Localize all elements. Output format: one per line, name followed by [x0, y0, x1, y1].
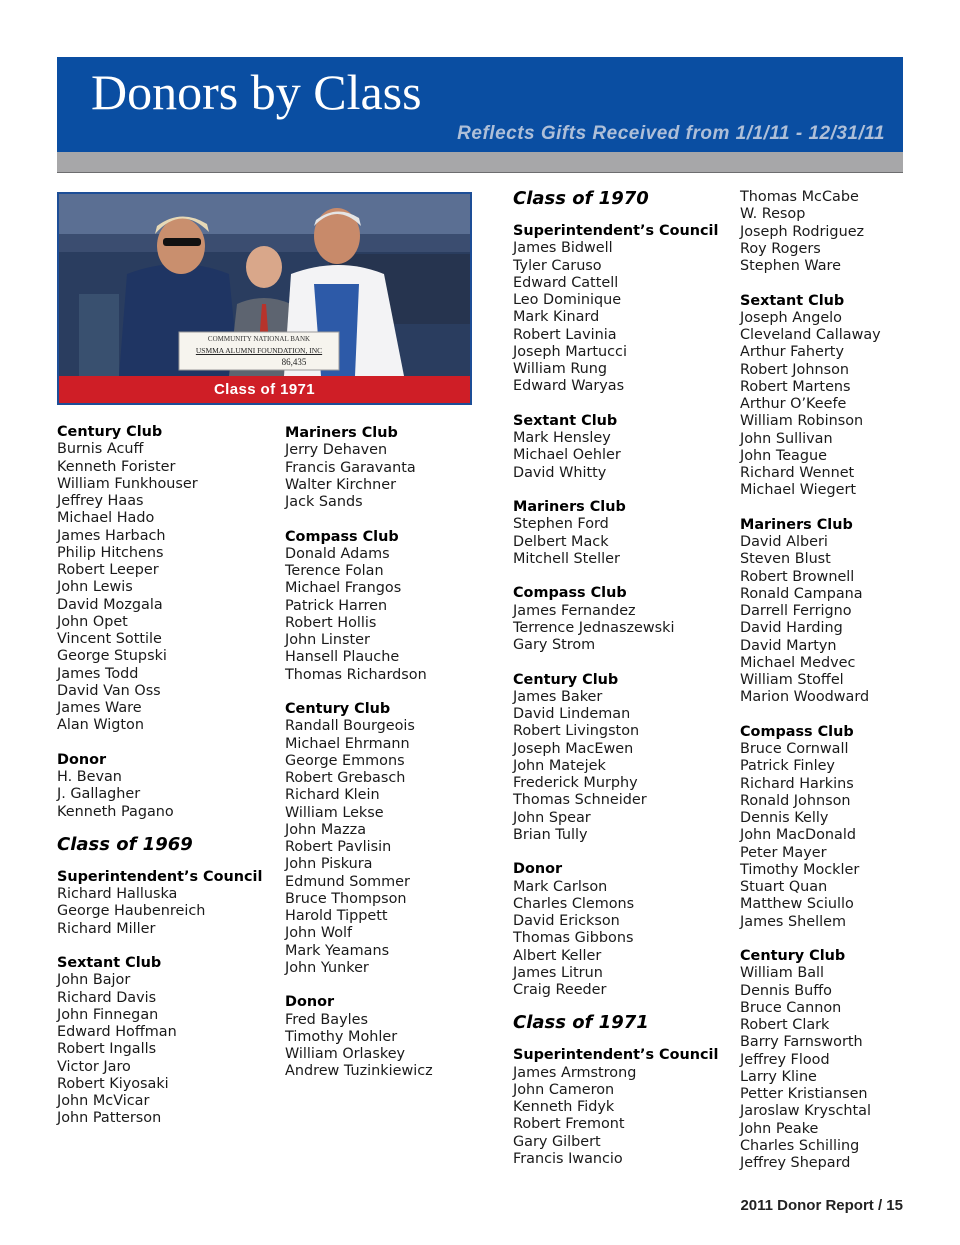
donor-name: William Ball: [740, 965, 825, 982]
donor-name: Michael Frangos: [285, 580, 402, 597]
donor-name: Richard Davis: [57, 989, 157, 1006]
donor-name: John Linster: [285, 632, 370, 648]
class-spacer: [57, 821, 282, 833]
donor-name: Robert Ingalls: [57, 1041, 157, 1058]
donor-name: John Opet: [57, 613, 128, 630]
donor-name: Francis Garavanta: [285, 459, 416, 476]
donor-name: Stuart Quan: [740, 879, 828, 895]
header-banner: [57, 57, 903, 152]
donor-name: Robert Martens: [740, 378, 851, 395]
section-spacer: [57, 938, 282, 955]
donor-name: Thomas Richardson: [285, 666, 427, 683]
donor-name: Barry Farnsworth: [740, 1034, 863, 1051]
giving-club-heading: Superintendent’s Council: [57, 868, 263, 885]
check-payee-text: USMMA ALUMNI FOUNDATION, INC: [195, 346, 323, 355]
donor-name: John Mazza: [285, 821, 367, 838]
giving-club-heading: Compass Club: [513, 585, 627, 602]
donor-name: Timothy Mockler: [740, 861, 860, 878]
donor-name: John Cameron: [513, 1081, 615, 1098]
donor-name: George Stupski: [57, 648, 167, 665]
donor-name: John MacDonald: [740, 827, 856, 844]
giving-club-heading: Mariners Club: [285, 425, 398, 441]
donor-name: Timothy Mohler: [285, 1028, 398, 1045]
donor-name: John Yunker: [285, 959, 369, 976]
donor-name: Ronald Johnson: [740, 792, 851, 809]
class-spacer: [513, 999, 738, 1011]
donor-name: James Fernandez: [513, 602, 636, 619]
donor-name: Albert Keller: [513, 947, 602, 964]
donor-name: Michael Wiegert: [740, 482, 857, 499]
class-year-heading: Class of 1971: [513, 1012, 649, 1034]
donor-name: Delbert Mack: [513, 533, 609, 550]
donor-name: J. Gallagher: [57, 786, 141, 803]
donor-name: Larry Kline: [740, 1068, 817, 1085]
donor-column-4: [740, 189, 960, 1172]
donor-name: Darrell Ferrigno: [740, 603, 852, 619]
page-subtitle: Reflects Gifts Received from 1/1/11 - 12/31/11: [457, 123, 885, 144]
donor-name: Dennis Kelly: [740, 810, 829, 826]
section-spacer: [740, 931, 960, 948]
donor-name: Randall Bourgeois: [285, 718, 415, 735]
donor-name: Michael Hado: [57, 510, 155, 527]
giving-club-heading: Century Club: [285, 701, 391, 717]
donor-name: Joseph Rodriguez: [740, 223, 865, 240]
donor-name: Robert Fremont: [513, 1116, 625, 1133]
donor-name: David Mozgala: [57, 596, 163, 613]
donor-name: Cleveland Callaway: [740, 327, 881, 343]
donor-name: Jeffrey Haas: [57, 493, 144, 509]
class-year-heading: Class of 1970: [513, 188, 649, 209]
donor-name: Marion Woodward: [740, 689, 870, 706]
donor-name: Tyler Caruso: [513, 257, 602, 274]
donor-name: Harold Tippett: [285, 908, 388, 924]
donor-name: James Baker: [513, 688, 603, 705]
donor-name: John Teague: [740, 447, 827, 464]
donor-name: Edward Hoffman: [57, 1024, 177, 1040]
section-spacer: [57, 735, 282, 752]
donor-name: W. Resop: [740, 206, 806, 223]
donor-name: John Bajor: [57, 972, 131, 989]
section-spacer: [513, 482, 738, 499]
section-spacer: [740, 707, 960, 724]
section-spacer: [513, 396, 738, 413]
donor-name: Robert Kiyosaki: [57, 1075, 169, 1092]
donor-name: John Lewis: [57, 579, 133, 596]
donor-name: Kenneth Forister: [57, 458, 176, 475]
donor-column-1: [57, 424, 282, 1128]
donor-name: Charles Clemons: [513, 895, 635, 912]
donor-name: Gary Gilbert: [513, 1133, 601, 1150]
donor-column-3: [513, 187, 738, 1168]
donor-name: Mark Yeamans: [285, 942, 390, 959]
donor-name: William Robinson: [740, 413, 864, 430]
donor-name: David Van Oss: [57, 682, 161, 699]
donor-name: Jack Sands: [285, 494, 363, 510]
class-spacer: [513, 211, 738, 223]
donor-name: Robert Hollis: [285, 614, 377, 631]
donor-name: Robert Grebasch: [285, 770, 406, 786]
giving-club-heading: Century Club: [57, 424, 163, 440]
donor-name: Gary Strom: [513, 637, 596, 653]
donor-name: Arthur Faherty: [740, 344, 844, 361]
donor-name: John Spear: [513, 809, 591, 826]
donor-name: Bruce Cornwall: [740, 741, 849, 757]
donor-name: Robert Leeper: [57, 562, 159, 578]
donor-name: Jeffrey Shepard: [740, 1155, 851, 1171]
giving-club-heading: Compass Club: [285, 528, 399, 545]
donor-name: James Armstrong: [513, 1064, 637, 1081]
donor-name: Mark Carlson: [513, 878, 608, 895]
donor-name: Mitchell Steller: [513, 550, 620, 567]
donor-name: Edmund Sommer: [285, 873, 410, 890]
giving-club-heading: Mariners Club: [513, 499, 626, 515]
donor-name: James Ware: [57, 700, 142, 716]
donor-name: Robert Livingston: [513, 723, 640, 740]
donor-name: John Patterson: [57, 1110, 162, 1127]
header-divider-bar: [57, 152, 903, 173]
donor-column-2: [285, 425, 510, 1081]
donor-name: Mark Kinard: [513, 309, 600, 326]
section-spacer: [740, 500, 960, 517]
donor-name: Steven Blust: [740, 551, 831, 568]
donor-name: Patrick Finley: [740, 758, 835, 775]
donor-name: Richard Harkins: [740, 775, 854, 792]
giving-club-heading: Sextant Club: [740, 292, 845, 309]
section-spacer: [513, 568, 738, 585]
donor-name: Ronald Campana: [740, 585, 863, 602]
giving-club-heading: Donor: [513, 861, 563, 878]
donor-name: James Litrun: [513, 964, 603, 981]
donor-name: Kenneth Fidyk: [513, 1099, 615, 1115]
donor-name: Edward Cattell: [513, 274, 619, 291]
donor-name: Walter Kirchner: [285, 476, 397, 493]
donor-name: Joseph Angelo: [740, 309, 842, 326]
donor-name: William Stoffel: [740, 672, 844, 688]
donor-name: Richard Klein: [285, 787, 380, 804]
donor-name: Craig Reeder: [513, 982, 607, 998]
donor-name: William Orlaskey: [285, 1046, 406, 1062]
donor-name: John Sullivan: [740, 430, 833, 447]
check-amount-text: 86,435: [281, 357, 307, 367]
photo-caption: Class of 1971: [59, 376, 470, 403]
donor-name: Thomas McCabe: [740, 189, 859, 205]
donor-name: Richard Miller: [57, 920, 156, 937]
donor-name: Roy Rogers: [740, 240, 821, 257]
class-photo: [57, 192, 472, 405]
donor-name: David Martyn: [740, 637, 837, 654]
donor-name: Michael Ehrmann: [285, 735, 410, 752]
donor-name: Edward Waryas: [513, 378, 625, 395]
donor-name: John Piskura: [285, 856, 373, 873]
donor-name: Arthur O’Keefe: [740, 396, 847, 412]
donor-name: Petter Kristiansen: [740, 1086, 868, 1102]
donor-name: Frederick Murphy: [513, 775, 638, 791]
donor-name: Hansell Plauche: [285, 649, 400, 666]
giving-club-heading: Sextant Club: [513, 412, 618, 429]
donor-name: William Lekse: [285, 804, 384, 821]
class-year-heading: Class of 1969: [57, 833, 193, 855]
donor-name: George Haubenreich: [57, 903, 206, 920]
donor-name: Kenneth Pagano: [57, 803, 174, 820]
donor-name: Leo Dominique: [513, 292, 622, 308]
donor-name: Philip Hitchens: [57, 544, 164, 561]
donor-name: Robert Clark: [740, 1017, 830, 1033]
giving-club-heading: Compass Club: [740, 723, 854, 740]
giving-club-heading: Donor: [285, 994, 335, 1011]
donor-name: David Erickson: [513, 913, 620, 929]
donor-name: Victor Jaro: [57, 1058, 131, 1075]
donor-name: David Alberi: [740, 534, 828, 550]
donor-name: Joseph Martucci: [513, 343, 627, 360]
donor-name: Dennis Buffo: [740, 982, 832, 999]
giving-club-heading: Donor: [57, 751, 107, 768]
donor-name: Michael Medvec: [740, 654, 856, 671]
donor-name: James Shellem: [740, 913, 846, 930]
donor-name: Burnis Acuff: [57, 441, 144, 458]
donor-name: James Todd: [57, 665, 139, 682]
donor-name: Robert Lavinia: [513, 326, 617, 343]
donor-name: James Bidwell: [513, 240, 613, 257]
class-spacer: [57, 857, 282, 869]
donor-name: John Finnegan: [57, 1006, 159, 1023]
section-spacer: [285, 684, 510, 701]
donor-name: Stephen Ware: [740, 258, 842, 274]
donor-name: Robert Johnson: [740, 361, 849, 378]
donor-name: Mark Hensley: [513, 430, 611, 446]
donor-name: Joseph MacEwen: [513, 740, 634, 757]
class-spacer: [513, 1035, 738, 1047]
donor-name: David Whitty: [513, 464, 607, 481]
donor-name: Thomas Schneider: [513, 792, 647, 809]
donor-name: John McVicar: [57, 1093, 150, 1109]
donor-name: John Wolf: [285, 925, 353, 942]
donor-name: David Harding: [740, 620, 843, 637]
donor-name: Michael Oehler: [513, 447, 621, 464]
page-title: Donors by Class: [91, 64, 422, 120]
giving-club-heading: Superintendent’s Council: [513, 1047, 719, 1064]
donor-name: Terrence Jednaszewski: [513, 619, 675, 636]
section-spacer: [285, 511, 510, 528]
section-spacer: [285, 977, 510, 994]
donor-name: David Lindeman: [513, 706, 631, 722]
giving-club-heading: Century Club: [740, 948, 846, 964]
donor-name: Jaroslaw Kryschtal: [740, 1103, 871, 1120]
donor-name: Stephen Ford: [513, 516, 609, 533]
donor-name: Charles Schilling: [740, 1137, 860, 1154]
giving-club-heading: Mariners Club: [740, 516, 853, 533]
donor-name: Andrew Tuzinkiewicz: [285, 1063, 433, 1080]
donor-name: Matthew Sciullo: [740, 896, 854, 913]
donor-name: H. Bevan: [57, 769, 122, 785]
donor-name: William Rung: [513, 361, 608, 377]
donor-name: Jeffrey Flood: [740, 1051, 830, 1068]
donor-name: Thomas Gibbons: [513, 930, 634, 947]
donor-name: Jerry Dehaven: [285, 442, 388, 459]
donor-name: Richard Halluska: [57, 886, 178, 902]
donor-name: Patrick Harren: [285, 597, 388, 614]
donor-name: Donald Adams: [285, 545, 390, 562]
donor-name: Fred Bayles: [285, 1011, 368, 1028]
donor-name: Peter Mayer: [740, 844, 827, 861]
donor-name: James Harbach: [57, 527, 166, 544]
donor-name: George Emmons: [285, 752, 405, 769]
donor-name: John Peake: [740, 1120, 819, 1137]
donor-name: Richard Wennet: [740, 465, 855, 481]
donor-name: John Matejek: [513, 757, 606, 774]
donor-name: Bruce Thompson: [285, 890, 407, 907]
donor-name: Bruce Cannon: [740, 999, 842, 1016]
giving-club-heading: Superintendent’s Council: [513, 223, 719, 239]
donor-name: William Funkhouser: [57, 475, 198, 492]
donor-name: Francis Iwancio: [513, 1150, 623, 1167]
donor-name: Robert Brownell: [740, 568, 855, 585]
check-bank-text: COMMUNITY NATIONAL BANK: [207, 335, 311, 343]
section-spacer: [513, 654, 738, 671]
page-footer: 2011 Donor Report / 15: [740, 1197, 903, 1214]
section-spacer: [513, 844, 738, 861]
donor-name: Brian Tully: [513, 826, 588, 843]
donor-name: Robert Pavlisin: [285, 839, 392, 855]
giving-club-heading: Century Club: [513, 671, 619, 688]
donor-name: Terence Folan: [285, 563, 384, 579]
donor-name: Vincent Sottile: [57, 631, 162, 647]
donor-name: Alan Wigton: [57, 717, 144, 734]
section-spacer: [740, 275, 960, 292]
giving-club-heading: Sextant Club: [57, 955, 162, 971]
